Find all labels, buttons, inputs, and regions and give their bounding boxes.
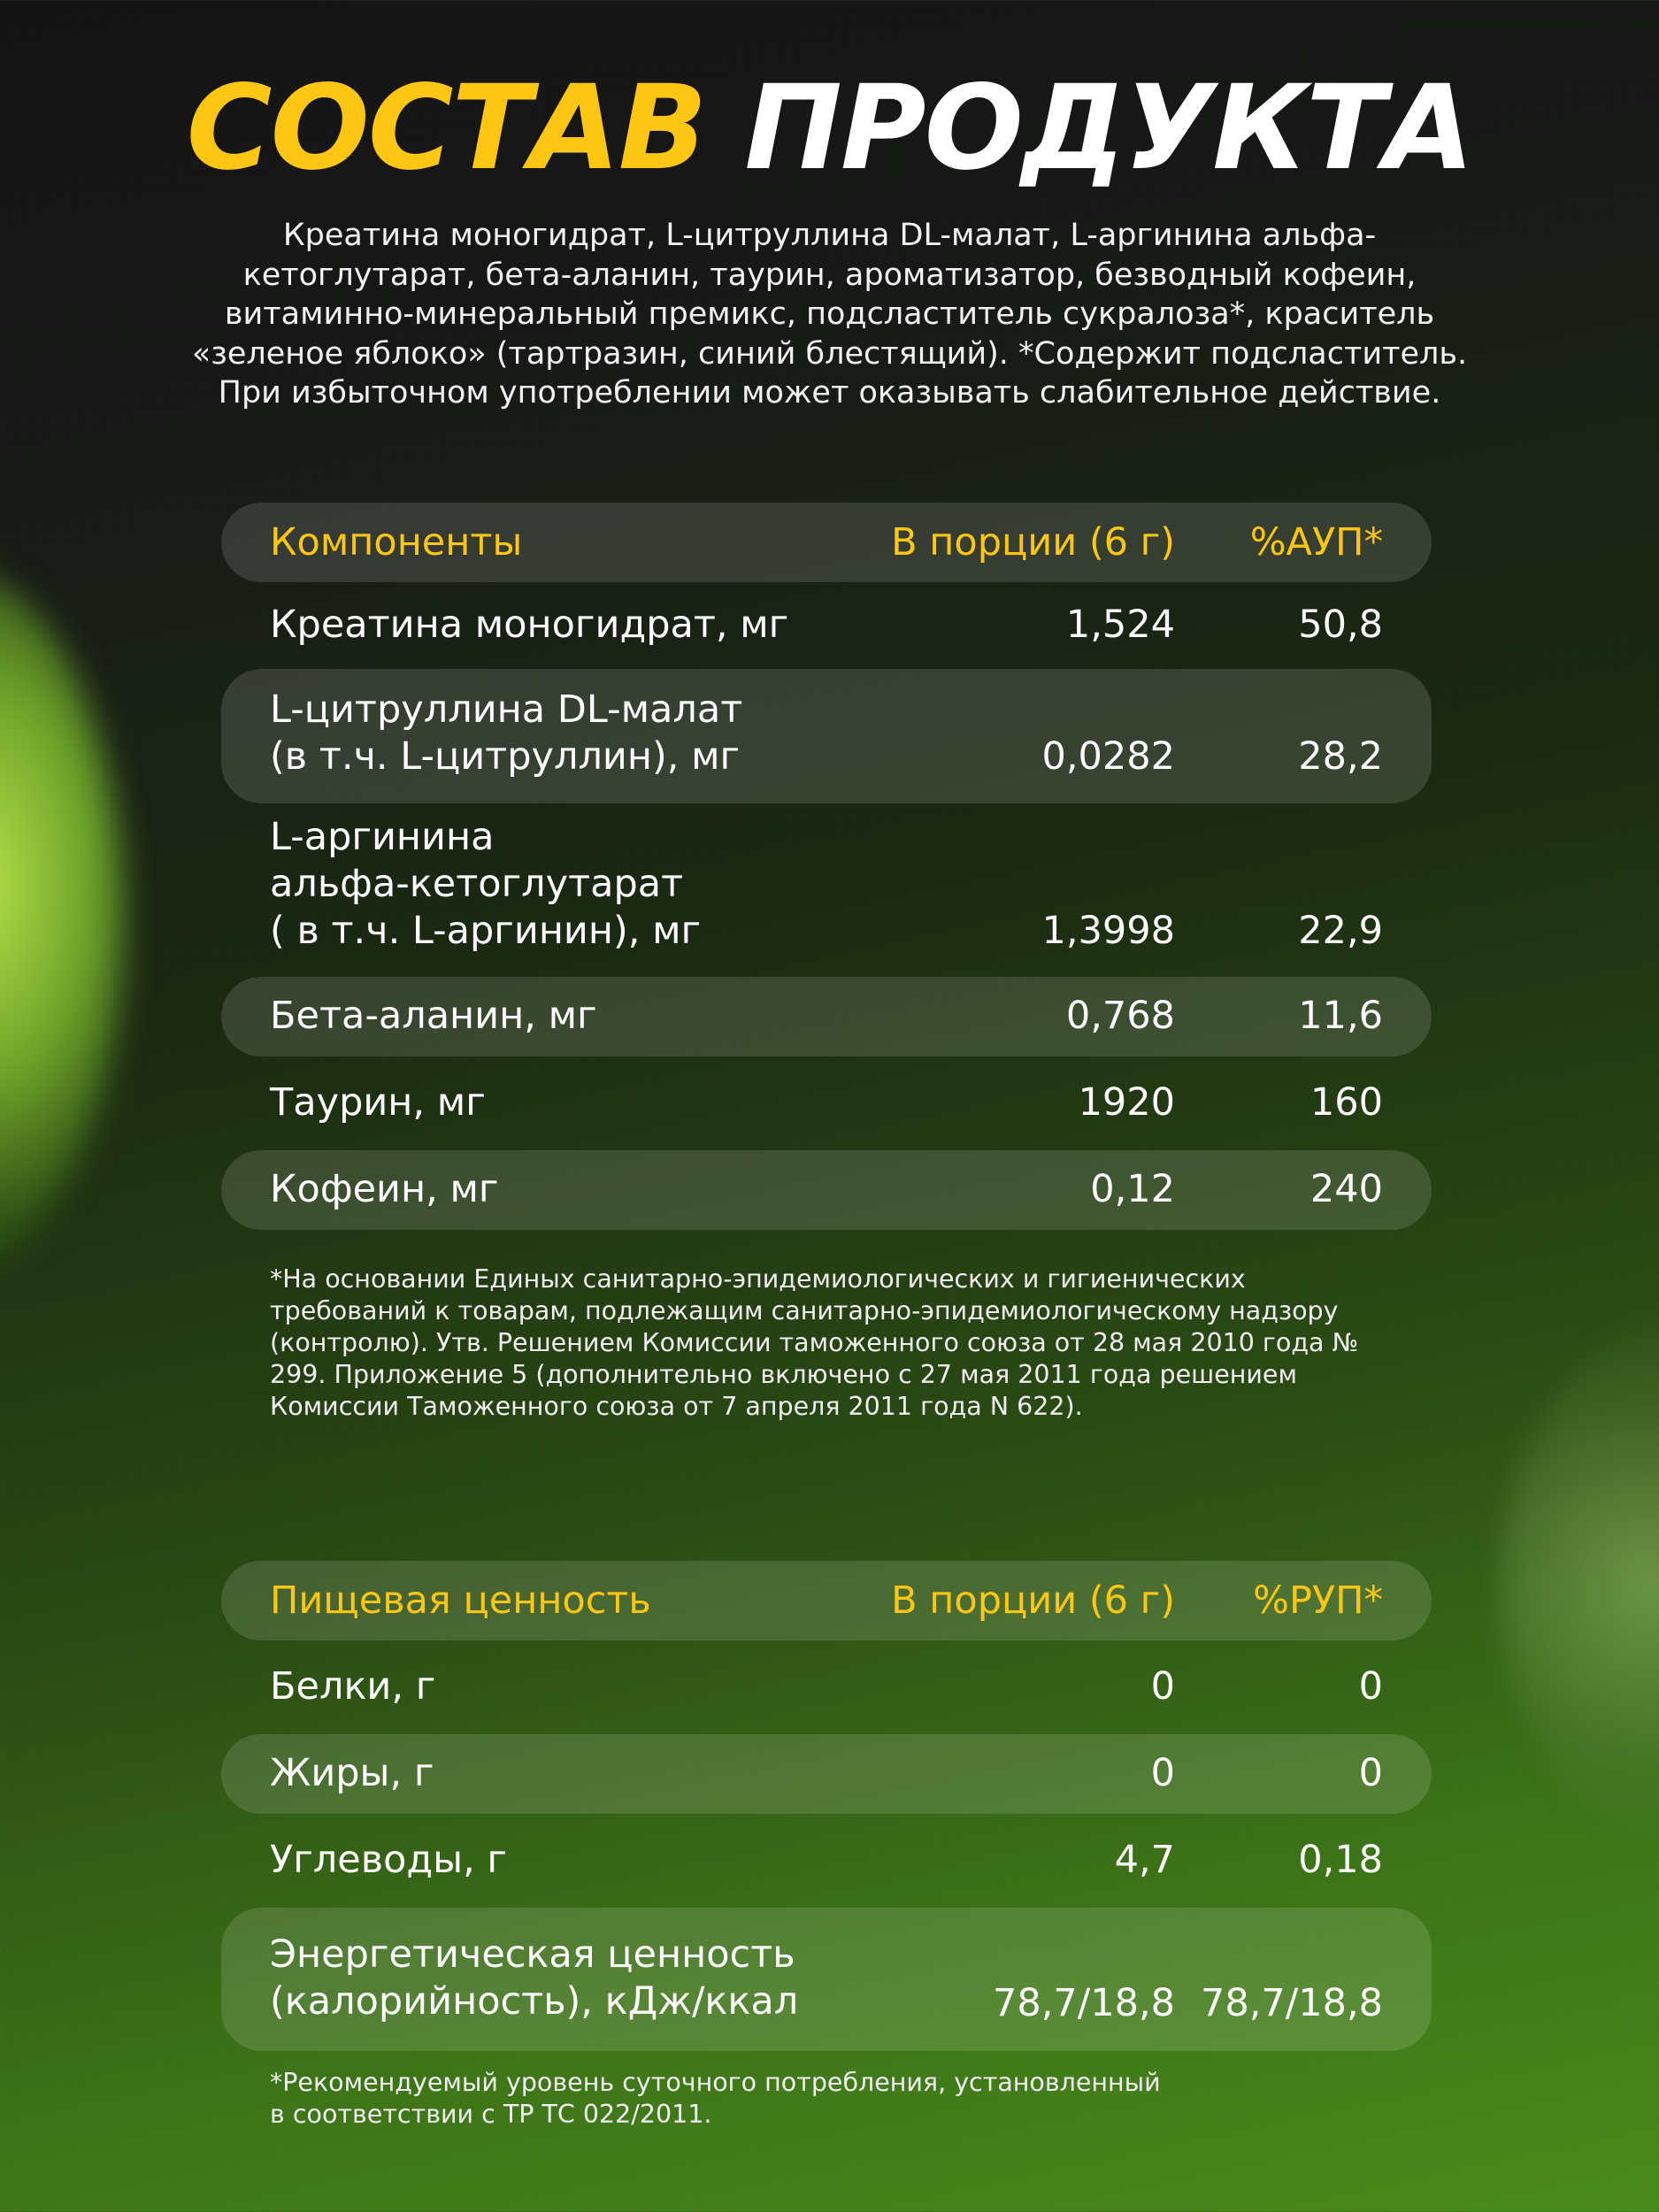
composition-header-name: Компоненты [270, 520, 523, 565]
row-portion: 4,7 [1114, 1838, 1175, 1882]
table-row [221, 582, 1432, 669]
composition-footnote [270, 1263, 1358, 1423]
row-percent: 0,18 [1298, 1838, 1383, 1882]
row-name-line: ( в т.ч. L-аргинин), мг [270, 909, 702, 953]
footnote-line: Комиссии Таможенного союза от 7 апреля 2011 года N 622). [270, 1392, 1083, 1421]
table-row [221, 803, 1432, 977]
footnote-line: (контролю). Утв. Решением Комиссии таможенного союза от 28 мая 2010 года № [270, 1328, 1359, 1357]
row-name: Кофеин, мг [270, 1167, 499, 1211]
table-row [221, 669, 1432, 803]
ingredients-text: Креатина моногидрат, L-цитруллина DL-малат, L-аргинина альфа-кетоглутарат, бета-аланин, таурин, ароматизатор, безводный кофеин, витаминно-минеральный премикс, подсластитель сукралоза*, краситель «зеленое яблоко» (тартразин, синий блестящий). *Содержит подсластитель. При избыточном употреблении может оказывать слабительное действие. [191, 218, 1468, 411]
table-row [221, 1734, 1432, 1814]
row-percent: 160 [1310, 1080, 1383, 1125]
table-row [221, 1150, 1432, 1230]
row-name-line: L-аргинина [270, 815, 495, 859]
row-name: Углеводы, г [270, 1838, 507, 1882]
table-row [221, 1056, 1432, 1150]
row-name: Белки, г [270, 1664, 436, 1709]
row-name-line: альфа-кетоглутарат [270, 862, 684, 906]
nutrition-footnote [270, 2067, 1161, 2131]
row-name-line: (в т.ч. L-цитруллин), мг [270, 734, 741, 779]
row-percent: 28,2 [1298, 734, 1383, 779]
composition-header-percent: %АУП* [1249, 520, 1383, 565]
row-percent: 78,7/18,8 [1201, 1981, 1383, 2025]
table-row [221, 1908, 1432, 2051]
row-percent: 11,6 [1298, 994, 1383, 1038]
row-portion: 0,0282 [1041, 734, 1175, 779]
row-portion: 78,7/18,8 [993, 1981, 1175, 2025]
title-part-white: ПРОДУКТА [744, 60, 1473, 196]
title-part-yellow: СОСТАВ [186, 60, 706, 196]
row-portion: 1920 [1078, 1080, 1175, 1125]
composition-table [221, 503, 1432, 1230]
row-name-line: (калорийность), кДж/ккал [270, 1979, 799, 2024]
row-name-line: Энергетическая ценность [270, 1932, 795, 1977]
nutrition-table [221, 1561, 1432, 2051]
row-portion: 0,12 [1090, 1167, 1175, 1211]
row-percent: 240 [1310, 1167, 1383, 1211]
row-name: Жиры, г [270, 1751, 434, 1795]
footnote-line: 299. Приложение 5 (дополнительно включено с 27 мая 2011 года решением [270, 1360, 1297, 1389]
row-percent: 0 [1358, 1664, 1383, 1709]
green-apple-decoration-right [1500, 1310, 1659, 1858]
row-name [270, 687, 742, 780]
nutrition-header-row [221, 1561, 1432, 1640]
row-portion: 0,768 [1065, 994, 1175, 1038]
row-name [270, 814, 701, 955]
nutrition-header-percent: %РУП* [1253, 1578, 1383, 1623]
nutrition-header-portion: В порции (6 г) [891, 1578, 1175, 1623]
footnote-line: в соответствии с ТР ТС 022/2011. [270, 2100, 712, 2129]
table-row [221, 1814, 1432, 1908]
nutrition-header-name: Пищевая ценность [270, 1578, 651, 1623]
footnote-line: требований к товарам, подлежащим санитарно-эпидемиологическому надзору [270, 1296, 1339, 1325]
row-name: Бета-аланин, мг [270, 994, 597, 1038]
row-percent: 22,9 [1298, 909, 1383, 953]
row-name: Креатина моногидрат, мг [270, 603, 789, 647]
footnote-line: *Рекомендуемый уровень суточного потребления, установленный [270, 2068, 1161, 2097]
row-portion: 0 [1150, 1751, 1175, 1795]
row-percent: 0 [1358, 1751, 1383, 1795]
composition-header-row [221, 503, 1432, 582]
table-row [221, 1640, 1432, 1734]
page-title [0, 62, 1659, 195]
row-name-line: L-цитруллина DL-малат [270, 687, 743, 732]
footnote-line: *На основании Единых санитарно-эпидемиологических и гигиенических [270, 1264, 1246, 1294]
row-portion: 1,3998 [1041, 909, 1175, 953]
composition-header-portion: В порции (6 г) [891, 520, 1175, 565]
green-apple-decoration-left [0, 566, 124, 1274]
row-percent: 50,8 [1298, 603, 1383, 647]
row-name [270, 1932, 798, 2025]
table-row [221, 977, 1432, 1056]
row-portion: 1,524 [1065, 603, 1175, 647]
row-name: Таурин, мг [270, 1080, 486, 1125]
row-portion: 0 [1150, 1664, 1175, 1709]
